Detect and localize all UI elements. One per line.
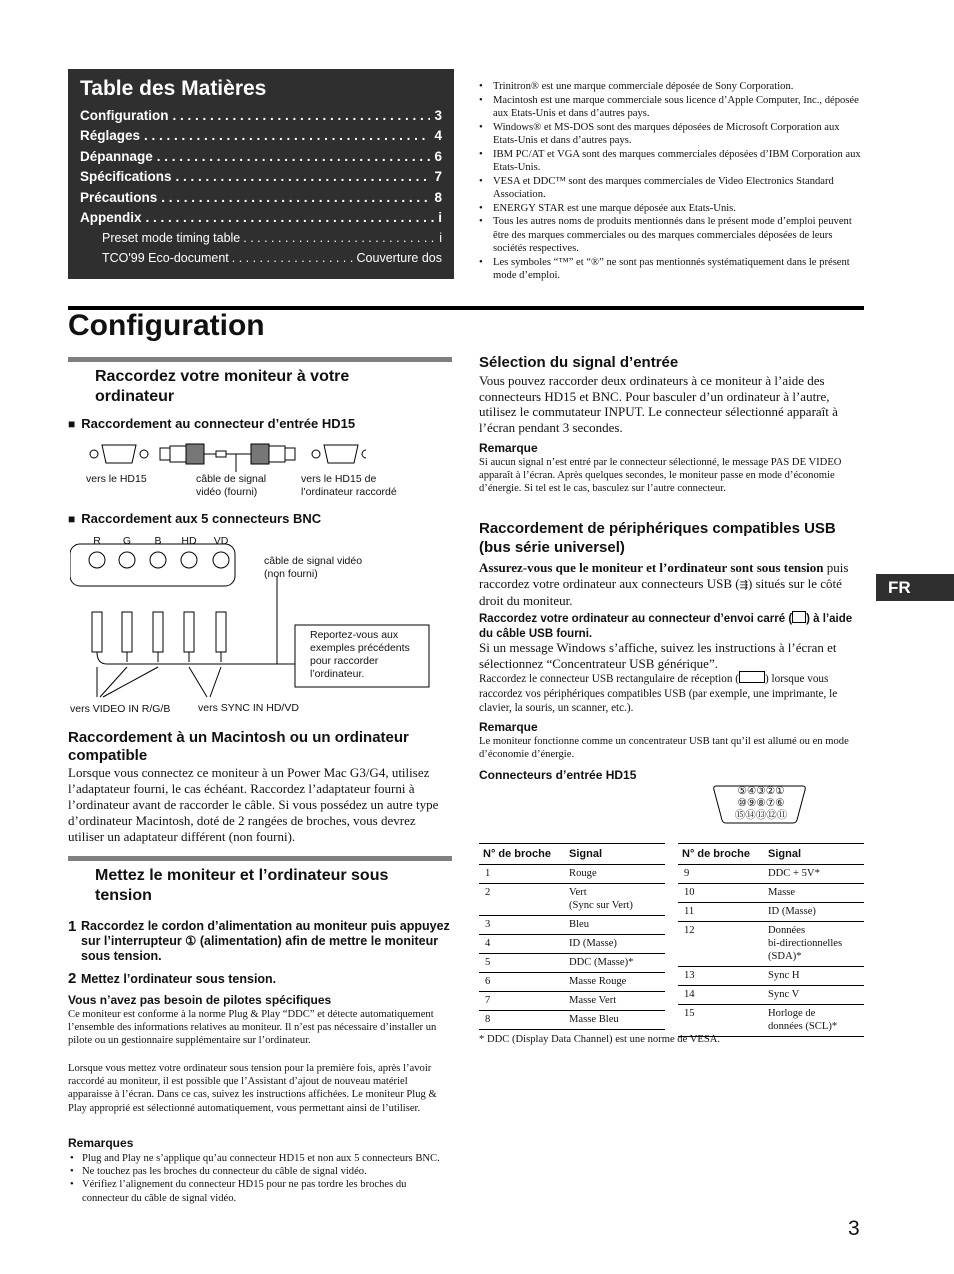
remarque-label: Remarque — [479, 441, 538, 455]
table-header-cell: Signal — [764, 844, 864, 865]
page-number: 3 — [848, 1217, 860, 1240]
toc-title: Table des Matières — [80, 77, 267, 100]
usb-icon: ⇶ — [739, 579, 748, 591]
step-1-text: Raccordez le cordon d’alimentation au moniteur puis appuyez sur l’interrupteur ① (alimentation) afin de mettre le moniteur sous tension. — [81, 919, 450, 963]
pin-signal: DDC (Masse)* — [565, 954, 665, 973]
toc-subitem-label: Preset mode timing table — [102, 231, 241, 245]
pin-number-rows — [725, 786, 797, 822]
remarque-item: • Vérifiez l’alignement du connecteur HD15 pour ne pas tordre les broches du connecteur du câble de signal vidéo. — [68, 1178, 452, 1204]
language-tab: FR — [876, 574, 954, 601]
toc-item-page: 3 — [434, 107, 442, 123]
table-row — [479, 865, 665, 884]
caption-sync-in: vers SYNC IN HD/VD — [198, 702, 299, 714]
trademark-list — [478, 80, 866, 283]
mac-text: Lorsque vous connectez ce moniteur à un Power Mac G3/G4, utilisez l’adaptateur fourni, le cas échéant. Raccordez l’adaptateur fourni à l’ordinateur avant de raccorder le câble. Si vous possédez un autre type d’ordinateur Macintosh, doté de 2 rangées de broches, vous devrez utiliser un adaptateur différent (non fourni). — [68, 765, 439, 844]
usb-square-connector-icon — [792, 611, 806, 623]
toc-leader — [232, 251, 354, 265]
usb-text-b: ) situés sur le côté droit du moniteur. — [479, 575, 842, 608]
trademark-item: • IBM PC/AT et VGA sont des marques commerciales déposées d’IBM Corporation aux Etats-Unis. — [478, 148, 866, 175]
remarque-label-2: Remarque — [479, 720, 538, 734]
table-row — [678, 903, 864, 922]
table-row — [678, 967, 864, 986]
hd15-input-heading: Connecteurs d’entrée HD15 — [479, 768, 637, 782]
toc-leader — [144, 128, 430, 143]
toc-item — [80, 208, 442, 229]
toc-item-label: Spécifications — [80, 169, 172, 185]
section-bar — [68, 357, 452, 362]
table-row — [479, 992, 665, 1011]
trademark-item: • VESA et DDC™ sont des marques commerciales de Video Electronics Standard Association. — [478, 175, 866, 202]
caption-video-cable: câble de signal vidéo (fourni) — [196, 473, 267, 498]
caption-to-hd15: vers le HD15 — [86, 473, 147, 485]
pin-signal: Horloge de données (SCL)* — [764, 1005, 864, 1037]
pin-number: 10 — [678, 884, 764, 903]
pin-number: 3 — [479, 916, 565, 935]
toc-subitem-label: TCO'99 Eco-document — [102, 251, 229, 265]
toc-leader — [161, 190, 430, 205]
table-row — [479, 916, 665, 935]
bnc-label: R — [93, 535, 101, 547]
toc-item-label: Dépannage — [80, 148, 153, 164]
toc-item — [80, 105, 442, 126]
table-header-cell: N° de broche — [479, 844, 565, 865]
remarques-heading: Remarques — [68, 1136, 134, 1150]
usb-p3 — [479, 671, 864, 716]
pin-signal: ID (Masse) — [565, 935, 665, 954]
pin-number: 12 — [678, 922, 764, 967]
section-title-connect: Raccordez votre moniteur à votre ordinateur — [95, 368, 350, 405]
trademark-item: • Tous les autres noms de produits mentionnés dans le présent mode d’emploi peuvent être des marques commerciales ou des marques commerciales déposées de leurs sociétés respectives. — [478, 215, 866, 256]
toc-leader — [146, 210, 435, 225]
pin-number: 1 — [479, 865, 565, 884]
toc-leader — [243, 231, 436, 245]
selection-heading: Sélection du signal d’entrée — [479, 354, 679, 371]
bnc-label: HD — [181, 535, 197, 547]
toc-subitem — [80, 228, 442, 248]
caption-video-in: vers VIDEO IN R/G/B — [70, 703, 171, 715]
bnc-note: Reportez-vous aux exemples précédents pour raccorder l’ordinateur. — [310, 629, 410, 680]
pilotes-text-1: Ce moniteur est conforme à la norme Plug & Play “DDC” et détecte automatiquement l’ensemble des informations relatives au moniteur. Il n’est pas nécessaire d’installer un pilote ou un gestionnaire supplémentaire sur l’ordinateur. — [68, 1009, 437, 1047]
step-2-text: Mettez l’ordinateur sous tension. — [81, 972, 277, 986]
table-row — [678, 1005, 864, 1037]
step-1 — [68, 919, 452, 964]
selection-text: Vous pouvez raccorder deux ordinateurs à ce moniteur à l’aide des connecteurs HD15 et BNC. Pour basculer d’un ordinateur à l’autre, utilisez le commutateur INPUT. Le connecteur sélectionné apparaît à l’écran pendant 3 secondes. — [479, 373, 838, 435]
bnc-diagram — [70, 532, 440, 722]
toc-item — [80, 187, 442, 208]
bnc-label: B — [154, 535, 162, 547]
pin-signal: Sync V — [764, 986, 864, 1005]
pin-signal: Masse Rouge — [565, 973, 665, 992]
pin-row: ⑮⑭⑬⑫⑪ — [734, 810, 788, 821]
table-row — [479, 1011, 665, 1030]
pin-number: 5 — [479, 954, 565, 973]
remarque-item: • Ne touchez pas les broches du connecteur du câble de signal vidéo. — [68, 1165, 452, 1178]
usb-text — [479, 560, 864, 609]
toc-subitem-page: i — [439, 231, 442, 245]
toc-leader — [172, 108, 430, 123]
trademark-item: • Windows® et MS-DOS sont des marques déposées de Microsoft Corporation aux Etats-Unis et dans d’autres pays. — [478, 121, 866, 148]
toc-item-label: Appendix — [80, 210, 142, 226]
pin-number: 11 — [678, 903, 764, 922]
bnc-label: VD — [213, 535, 229, 547]
pin-signal: Rouge — [565, 865, 665, 884]
toc-subitem-page: Couverture dos — [356, 251, 442, 265]
toc-item-page: 6 — [434, 148, 442, 164]
toc-item-label: Réglages — [80, 128, 141, 144]
toc-box — [68, 69, 454, 279]
toc-item-page: 8 — [434, 189, 442, 205]
usb-sub-a: Raccordez votre ordinateur au connecteur d’envoi carré ( — [479, 613, 793, 625]
trademark-item: • Macintosh est une marque commerciale sous licence d’Apple Computer, Inc., déposée aux Etats-Unis et dans d’autres pays. — [478, 94, 866, 121]
usb-sub-b: ) à l’aide du câble USB fourni. — [479, 613, 853, 640]
table-header-cell: Signal — [565, 844, 665, 865]
pin-number: 15 — [678, 1005, 764, 1037]
pin-number: 2 — [479, 884, 565, 916]
pin-signal: Masse Vert — [565, 992, 665, 1011]
usb-p3-a: Raccordez le connecteur USB rectangulaire de réception ( — [479, 673, 739, 685]
pilotes-heading: Vous n’avez pas besoin de pilotes spécifiques — [68, 993, 332, 1007]
pin-signal: Bleu — [565, 916, 665, 935]
pin-number: 14 — [678, 986, 764, 1005]
pin-signal: DDC + 5V* — [764, 865, 864, 884]
pin-signal: Sync H — [764, 967, 864, 986]
mac-heading: Raccordement à un Macintosh ou un ordinateur compatible — [68, 729, 409, 764]
table-header-row — [678, 844, 864, 865]
section-bar — [68, 856, 452, 861]
toc-leader — [157, 149, 431, 164]
toc-item-page: 7 — [434, 169, 442, 185]
hd15-heading: ■ Raccordement au connecteur d’entrée HD15 — [68, 416, 355, 432]
section-title-power: Mettez le moniteur et l’ordinateur sous tension — [95, 867, 389, 904]
pin-row: ⑩⑨⑧⑦⑥ — [737, 798, 785, 809]
selection-note: Si aucun signal n’est entré par le connecteur sélectionné, le message PAS DE VIDEO apparaît à l’écran. Après quelques secondes, le moniteur passe en mode d’économie d’énergie. Si tel est le cas, basculez sur l’autre connecteur. — [479, 457, 842, 495]
table-row — [678, 865, 864, 884]
toc-item-page: 4 — [434, 128, 442, 144]
table-row — [479, 973, 665, 992]
step-1-number: 1 — [68, 918, 77, 935]
table-row — [678, 922, 864, 967]
table-header-row — [479, 844, 665, 865]
table-row — [678, 986, 864, 1005]
toc-item — [80, 146, 442, 167]
pin-number: 9 — [678, 865, 764, 884]
pin-signal: ID (Masse) — [764, 903, 864, 922]
toc-item — [80, 167, 442, 188]
bnc-heading: ■ Raccordement aux 5 connecteurs BNC — [68, 511, 321, 527]
page-title: Configuration — [68, 309, 265, 342]
pin-number: 7 — [479, 992, 565, 1011]
table-row — [678, 884, 864, 903]
bnc-label: G — [122, 535, 132, 547]
usb-note: Le moniteur fonctionne comme un concentrateur USB tant qu’il est allumé ou en mode d’économie d’énergie. — [479, 736, 849, 761]
table-header-cell: N° de broche — [678, 844, 764, 865]
trademark-item: • ENERGY STAR est une marque déposée aux Etats-Unis. — [478, 202, 866, 216]
trademark-item: • Les symboles “™” et “®” ne sont pas mentionnés systématiquement dans le présent mode d’emploi. — [478, 256, 866, 283]
usb-text-a: puis raccordez votre ordinateur aux connecteurs USB ( — [479, 560, 849, 591]
pin-number: 13 — [678, 967, 764, 986]
pin-signal: Masse — [764, 884, 864, 903]
remarques-list — [68, 1152, 452, 1205]
footnote: * DDC (Display Data Channel) est une norme de VESA. — [479, 1034, 721, 1045]
bnc-label-row — [70, 535, 240, 547]
pin-table-2 — [678, 843, 864, 1037]
pin-number: 8 — [479, 1011, 565, 1030]
caption-bnc-cable: câble de signal vidéo (non fourni) — [264, 555, 363, 580]
pin-signal: Données bi-directionnelles (SDA)* — [764, 922, 864, 967]
step-2 — [68, 971, 452, 987]
pin-number: 6 — [479, 973, 565, 992]
toc-subitem — [80, 248, 442, 268]
usb-bold-text: Assurez-vous que le moniteur et l’ordinateur sont sous tension — [479, 560, 824, 575]
table-row — [479, 884, 665, 916]
trademark-item: • Trinitron® est une marque commerciale déposée de Sony Corporation. — [478, 80, 866, 94]
pin-number: 4 — [479, 935, 565, 954]
usb-rect-connector-icon — [739, 671, 765, 683]
toc-item-page: i — [438, 210, 442, 226]
usb-heading: Raccordement de périphériques compatibles USB (bus série universel) — [479, 520, 836, 556]
toc-item — [80, 126, 442, 147]
remarque-item: • Plug and Play ne s’applique qu’au connecteur HD15 et non aux 5 connecteurs BNC. — [68, 1152, 452, 1165]
pilotes-text-2: Lorsque vous mettez votre ordinateur sous tension pour la première fois, après l’avoir raccordé au moniteur, il est possible que l’Assistant d’ajout de nouveau matériel apparaisse à l’écran. Dans ce cas, suivez les instructions affichées. Le moniteur Plug & Play approprié est sélectionné automatiquement, vous permettant ainsi de l’utiliser. — [68, 1063, 437, 1114]
pin-table-1 — [479, 843, 665, 1030]
toc-item-label: Configuration — [80, 107, 169, 123]
usb-sub-heading — [479, 611, 864, 641]
toc-item-label: Précautions — [80, 189, 158, 205]
table-row — [479, 935, 665, 954]
pin-signal: Vert (Sync sur Vert) — [565, 884, 665, 916]
pin-row: ⑤④③②① — [737, 786, 785, 797]
step-2-number: 2 — [68, 970, 77, 987]
table-row — [479, 954, 665, 973]
toc-leader — [176, 169, 431, 184]
pin-signal: Masse Bleu — [565, 1011, 665, 1030]
caption-to-computer-hd15: vers le HD15 de l’ordinateur raccordé — [301, 473, 397, 498]
toc-list — [80, 105, 442, 268]
usb-p2: Si un message Windows s’affiche, suivez les instructions à l’écran et sélectionnez “Concentrateur USB générique”. — [479, 640, 837, 671]
usb-p3-b: ) lorsque vous raccordez vos périphériques compatibles USB (par exemple, une imprimante, le clavier, la souris, un scanner, etc.). — [479, 673, 838, 714]
hd15-cable-diagram — [86, 440, 366, 472]
